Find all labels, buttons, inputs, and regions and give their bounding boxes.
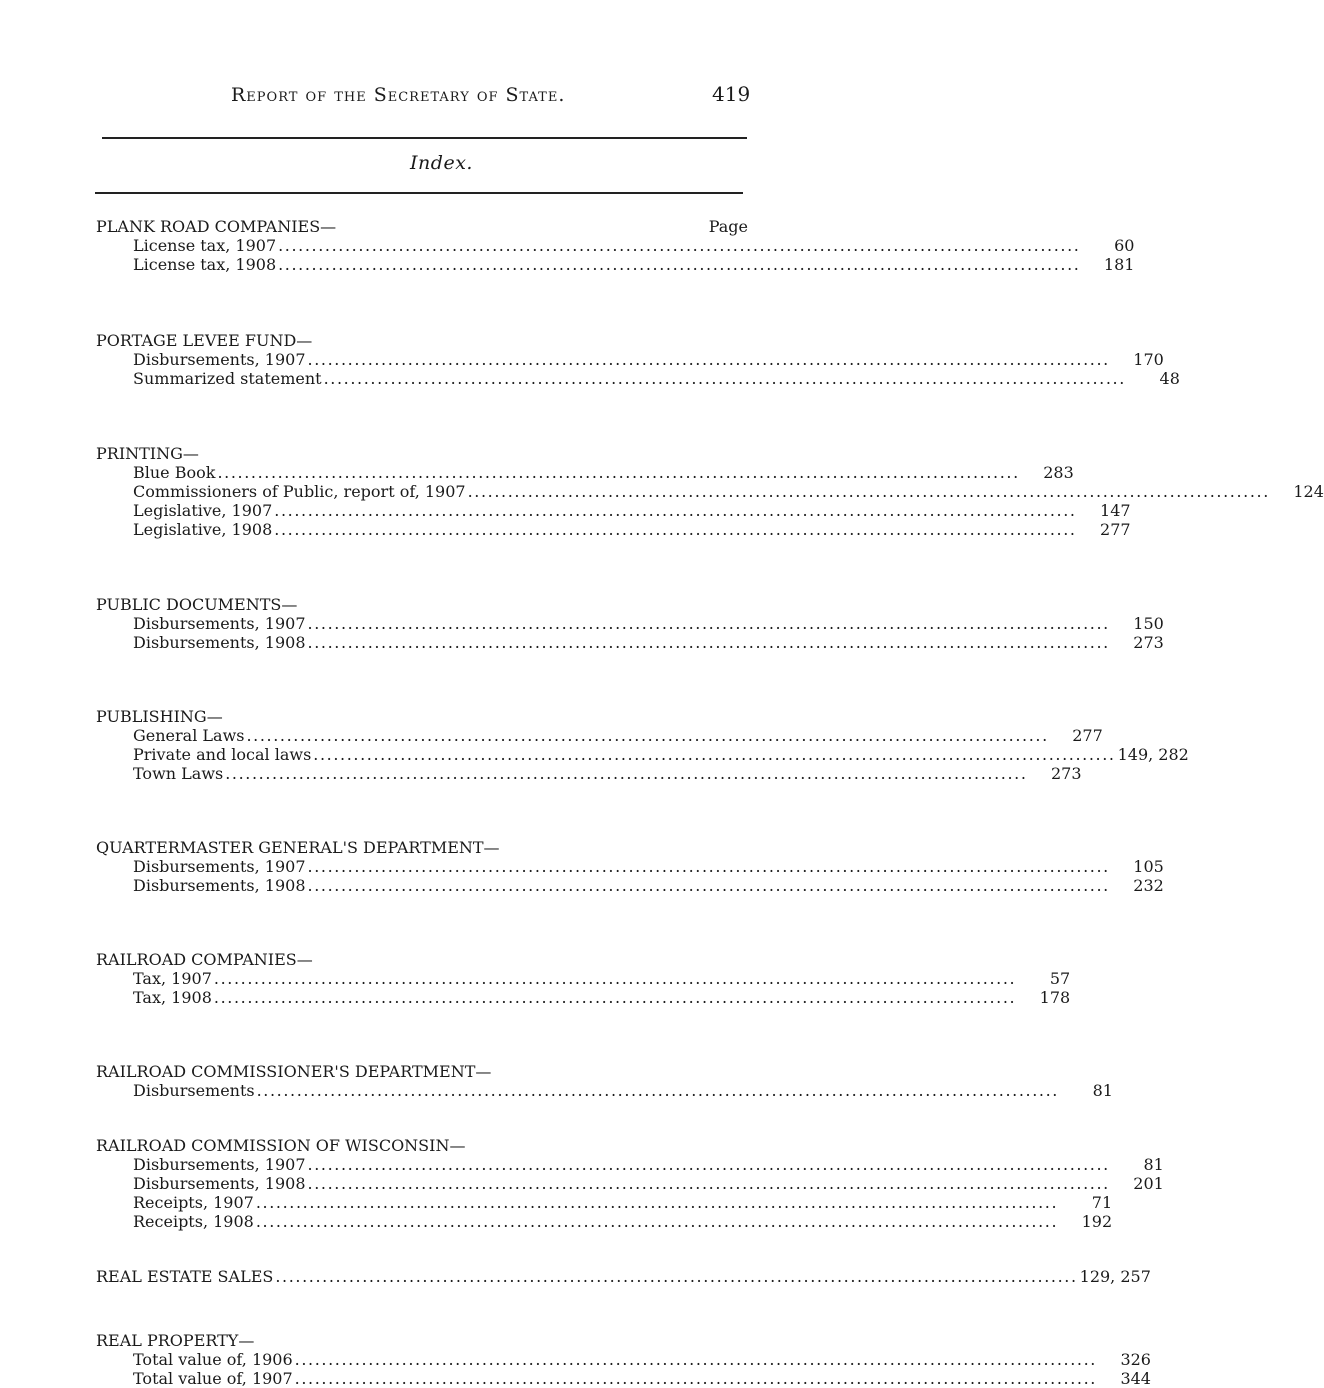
index-list <box>96 217 1324 1388</box>
entry-text: Disbursements, 1907 <box>133 1155 306 1174</box>
entry-page-number: 283 <box>1043 463 1074 482</box>
entry-text: Receipts, 1907 <box>133 1193 254 1212</box>
index-entry <box>96 255 1135 274</box>
index-entry <box>96 350 1164 369</box>
dot-leader: ........................................................................................................................ <box>255 1212 1059 1231</box>
index-section <box>96 331 1180 388</box>
section-heading <box>96 444 748 463</box>
index-section <box>96 1331 1151 1388</box>
top-rule <box>102 137 747 139</box>
dot-leader: ........................................................................................................................ <box>307 1155 1110 1174</box>
section-heading <box>96 217 748 236</box>
entry-text: Total value of, 1906 <box>133 1350 293 1369</box>
entry-text: License tax, 1907 <box>133 236 277 255</box>
index-entry <box>96 1081 1113 1100</box>
index-entry <box>96 463 1074 482</box>
index-entry <box>96 1267 1151 1286</box>
entry-text: General Laws <box>133 726 245 745</box>
section-heading <box>96 950 748 969</box>
index-section <box>96 838 1164 895</box>
entry-text: Town Laws <box>133 764 224 783</box>
entry-page-number: 105 <box>1133 857 1164 876</box>
index-entry <box>96 633 1164 652</box>
entry-text: Receipts, 1908 <box>133 1212 254 1231</box>
entry-page-number: 277 <box>1072 726 1103 745</box>
index-entry <box>96 1369 1151 1388</box>
index-entry <box>96 236 1135 255</box>
section-heading <box>96 707 748 726</box>
index-section <box>96 217 1135 274</box>
entry-page-number: 192 <box>1081 1212 1113 1231</box>
entry-page-number: 201 <box>1133 1174 1164 1193</box>
entry-text: Blue Book <box>133 463 216 482</box>
entry-page-number: 48 <box>1159 369 1180 388</box>
dot-leader: ........................................................................................................................ <box>467 482 1270 501</box>
entry-page-number: 277 <box>1100 520 1131 539</box>
dot-leader: ........................................................................................................................ <box>307 350 1110 369</box>
entry-page-number: 147 <box>1100 501 1131 520</box>
entry-page-number: 170 <box>1133 350 1164 369</box>
dot-leader: ........................................................................................................................ <box>275 1267 1078 1286</box>
index-section <box>96 1062 1113 1100</box>
running-head: Report of the Secretary of State. <box>231 84 566 106</box>
section-heading-text: PUBLISHING— <box>96 707 223 726</box>
entry-page-number: 344 <box>1120 1369 1151 1388</box>
section-heading <box>96 331 748 350</box>
index-section <box>96 595 1164 652</box>
entry-page-number: 178 <box>1039 988 1071 1007</box>
section-heading <box>96 1136 748 1155</box>
dot-leader: ........................................................................................................................ <box>274 501 1077 520</box>
page-column-label: Page <box>708 217 748 236</box>
entry-text: Total value of, 1907 <box>133 1369 293 1388</box>
dot-leader: ........................................................................................................................ <box>213 988 1017 1007</box>
section-heading-text: RAILROAD COMMISSION OF WISCONSIN— <box>96 1136 466 1155</box>
index-entry <box>96 369 1180 388</box>
entry-page-number: 57 <box>1049 969 1071 988</box>
dot-leader: ........................................................................................................................ <box>294 1369 1097 1388</box>
section-heading-text: PUBLIC DOCUMENTS— <box>96 595 298 614</box>
entry-text: Disbursements, 1907 <box>133 350 306 369</box>
entry-page-number: 181 <box>1103 255 1135 274</box>
index-entry <box>96 614 1164 633</box>
dot-leader: ........................................................................................................................ <box>255 1193 1059 1212</box>
entry-page-number: 149, 282 <box>1117 745 1189 764</box>
dot-leader: ........................................................................................................................ <box>274 520 1077 539</box>
entry-text: Disbursements, 1908 <box>133 1174 306 1193</box>
dot-leader: ........................................................................................................................ <box>307 633 1110 652</box>
entry-text: Disbursements <box>133 1081 255 1100</box>
section-heading-text: PORTAGE LEVEE FUND— <box>96 331 313 350</box>
entry-page-number: 129, 257 <box>1079 1267 1151 1286</box>
entry-text: Legislative, 1907 <box>133 501 273 520</box>
dot-leader: ........................................................................................................................ <box>294 1350 1097 1369</box>
dot-leader: ........................................................................................................................ <box>323 369 1126 388</box>
entry-page-number: 273 <box>1050 764 1082 783</box>
entry-page-number: 124 <box>1293 482 1324 501</box>
index-section <box>96 950 1071 1007</box>
dot-leader: ........................................................................................................................ <box>256 1081 1059 1100</box>
section-heading-text: PLANK ROAD COMPANIES— <box>96 217 337 236</box>
dot-leader: ........................................................................................................................ <box>217 463 1020 482</box>
section-heading-text: RAILROAD COMMISSIONER'S DEPARTMENT— <box>96 1062 492 1081</box>
dot-leader: ........................................................................................................................ <box>307 857 1110 876</box>
section-heading <box>96 1331 748 1350</box>
entry-text: License tax, 1908 <box>133 255 277 274</box>
dot-leader: ........................................................................................................................ <box>213 969 1017 988</box>
entry-page-number: 150 <box>1133 614 1164 633</box>
dot-leader: ........................................................................................................................ <box>307 876 1110 895</box>
index-entry <box>96 969 1071 988</box>
entry-text: Tax, 1907 <box>133 969 212 988</box>
index-entry <box>96 988 1071 1007</box>
entry-page-number: 232 <box>1133 876 1164 895</box>
entry-text: Commissioners of Public, report of, 1907 <box>133 482 466 501</box>
index-entry <box>96 726 1103 745</box>
index-entry <box>96 1155 1164 1174</box>
entry-page-number: 273 <box>1133 633 1164 652</box>
dot-leader: ........................................................................................................................ <box>225 764 1028 783</box>
entry-text: REAL ESTATE SALES <box>96 1267 274 1286</box>
page-number: 419 <box>712 82 751 106</box>
entry-text: Tax, 1908 <box>133 988 212 1007</box>
dot-leader: ........................................................................................................................ <box>307 1174 1110 1193</box>
entry-page-number: 81 <box>1092 1081 1113 1100</box>
bottom-rule <box>95 192 743 194</box>
entry-text: Summarized statement <box>133 369 322 388</box>
entry-page-number: 60 <box>1114 236 1135 255</box>
entry-page-number: 326 <box>1120 1350 1151 1369</box>
index-entry <box>96 745 1189 764</box>
entry-text: Private and local laws <box>133 745 312 764</box>
dot-leader: ........................................................................................................................ <box>313 745 1116 764</box>
index-entry <box>96 1350 1151 1369</box>
entry-text: Disbursements, 1907 <box>133 857 306 876</box>
entry-page-number: 71 <box>1091 1193 1113 1212</box>
entry-text: Legislative, 1908 <box>133 520 273 539</box>
entry-page-number: 81 <box>1143 1155 1164 1174</box>
index-entry <box>96 876 1164 895</box>
dot-leader: ........................................................................................................................ <box>307 614 1110 633</box>
dot-leader: ........................................................................................................................ <box>278 236 1081 255</box>
index-entry <box>96 1174 1164 1193</box>
index-entry <box>96 482 1324 501</box>
section-heading-text: REAL PROPERTY— <box>96 1331 255 1350</box>
dot-leader: ........................................................................................................................ <box>246 726 1049 745</box>
entry-text: Disbursements, 1908 <box>133 633 306 652</box>
entry-text: Disbursements, 1907 <box>133 614 306 633</box>
dot-leader: ........................................................................................................................ <box>278 255 1081 274</box>
index-entry <box>96 1212 1113 1231</box>
section-heading <box>96 595 748 614</box>
index-entry <box>96 501 1131 520</box>
index-entry <box>96 764 1082 783</box>
index-entry <box>96 857 1164 876</box>
index-entry <box>96 1193 1113 1212</box>
index-entry <box>96 520 1131 539</box>
section-heading-text: RAILROAD COMPANIES— <box>96 950 313 969</box>
section-heading-text: PRINTING— <box>96 444 199 463</box>
index-section <box>96 1267 1151 1286</box>
section-heading <box>96 838 748 857</box>
index-section <box>96 444 1324 539</box>
entry-text: Disbursements, 1908 <box>133 876 306 895</box>
index-section <box>96 707 1189 783</box>
section-heading <box>96 1062 748 1081</box>
index-section <box>96 1136 1164 1231</box>
section-heading-text: QUARTERMASTER GENERAL'S DEPARTMENT— <box>96 838 500 857</box>
index-heading: Index. <box>410 152 473 174</box>
